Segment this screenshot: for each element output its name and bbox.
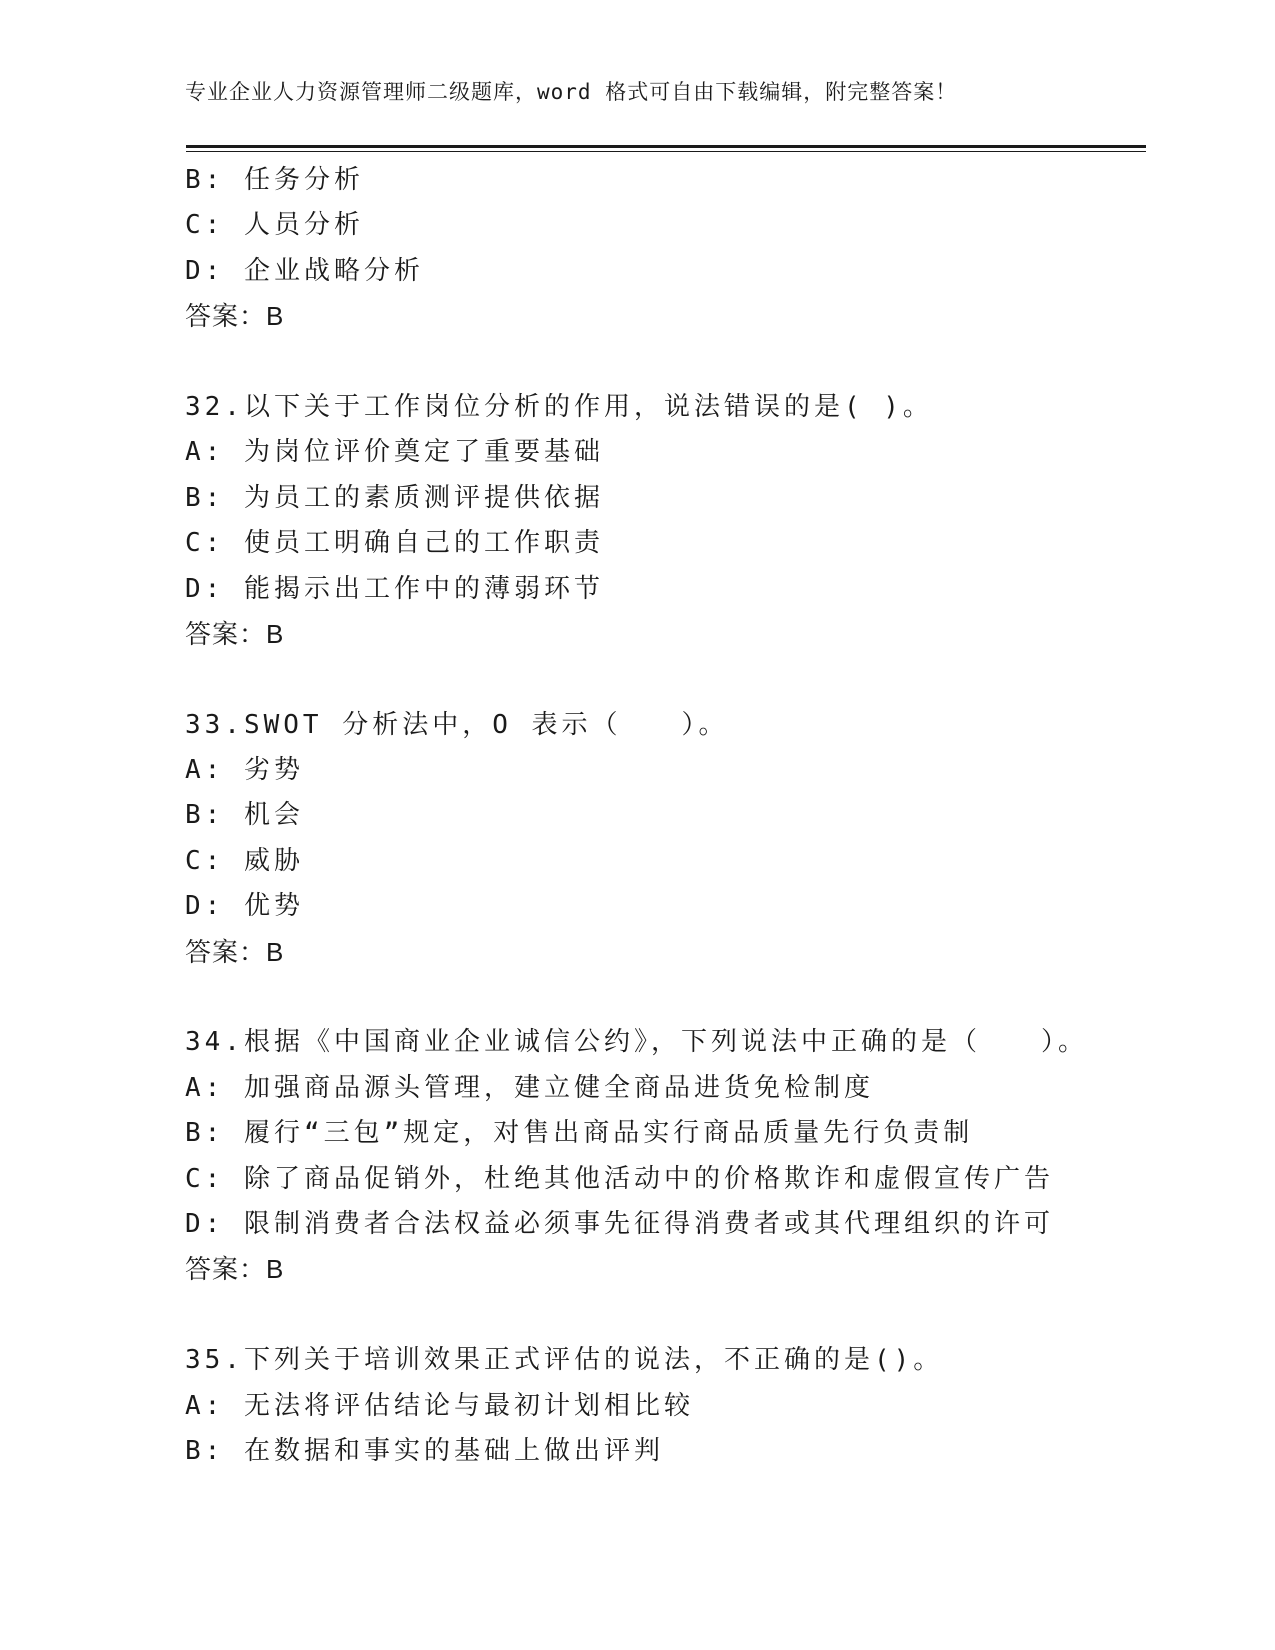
option-b: B: 机会 xyxy=(185,800,304,831)
answer: 答案：B xyxy=(185,936,285,967)
answer: 答案：B xyxy=(185,301,285,332)
option-b: B: 任务分析 xyxy=(185,165,364,195)
header-rule-thick xyxy=(186,145,1146,148)
document-header: 专业企业人力资源管理师二级题库，word 格式可自由下载编辑，附完整答案！ xyxy=(185,80,958,104)
option-a: A: 劣势 xyxy=(185,755,304,786)
option-c: C: 除了商品促销外，杜绝其他活动中的价格欺诈和虚假宣传广告 xyxy=(185,1163,1054,1194)
answer: 答案：B xyxy=(185,1254,285,1285)
question-stem: 35.下列关于培训效果正式评估的说法，不正确的是()。 xyxy=(185,1345,944,1376)
spacer xyxy=(185,340,1165,385)
question-stem: 34.根据《中国商业企业诚信公约》，下列说法中正确的是（ ）。 xyxy=(185,1027,1088,1058)
question-content xyxy=(185,158,1165,1474)
option-b: B: 在数据和事实的基础上做出评判 xyxy=(185,1435,664,1466)
option-d: D: 企业战略分析 xyxy=(185,255,424,286)
option-a: A: 无法将评估结论与最初计划相比较 xyxy=(185,1390,694,1421)
header-rule-thin xyxy=(186,151,1146,152)
answer: 答案：B xyxy=(185,618,285,649)
option-d: D: 优势 xyxy=(185,891,304,922)
option-b: B: 为员工的素质测评提供依据 xyxy=(185,482,604,513)
option-a: A: 加强商品源头管理，建立健全商品进货免检制度 xyxy=(185,1072,874,1103)
option-d: D: 能揭示出工作中的薄弱环节 xyxy=(185,573,604,604)
option-d: D: 限制消费者合法权益必须事先征得消费者或其代理组织的许可 xyxy=(185,1208,1054,1239)
spacer xyxy=(185,975,1165,1020)
question-stem: 32.以下关于工作岗位分析的作用，说法错误的是( )。 xyxy=(185,391,933,422)
spacer xyxy=(185,1293,1165,1338)
option-c: C: 使员工明确自己的工作职责 xyxy=(185,528,604,559)
option-a: A: 为岗位评价奠定了重要基础 xyxy=(185,437,604,468)
option-b: B: 履行“三包”规定，对售出商品实行商品质量先行负责制 xyxy=(185,1118,974,1149)
question-stem: 33.SWOT 分析法中，O 表示（ ）。 xyxy=(185,709,729,740)
spacer xyxy=(185,657,1165,702)
option-c: C: 人员分析 xyxy=(185,210,364,241)
option-c: C: 威胁 xyxy=(185,845,304,876)
